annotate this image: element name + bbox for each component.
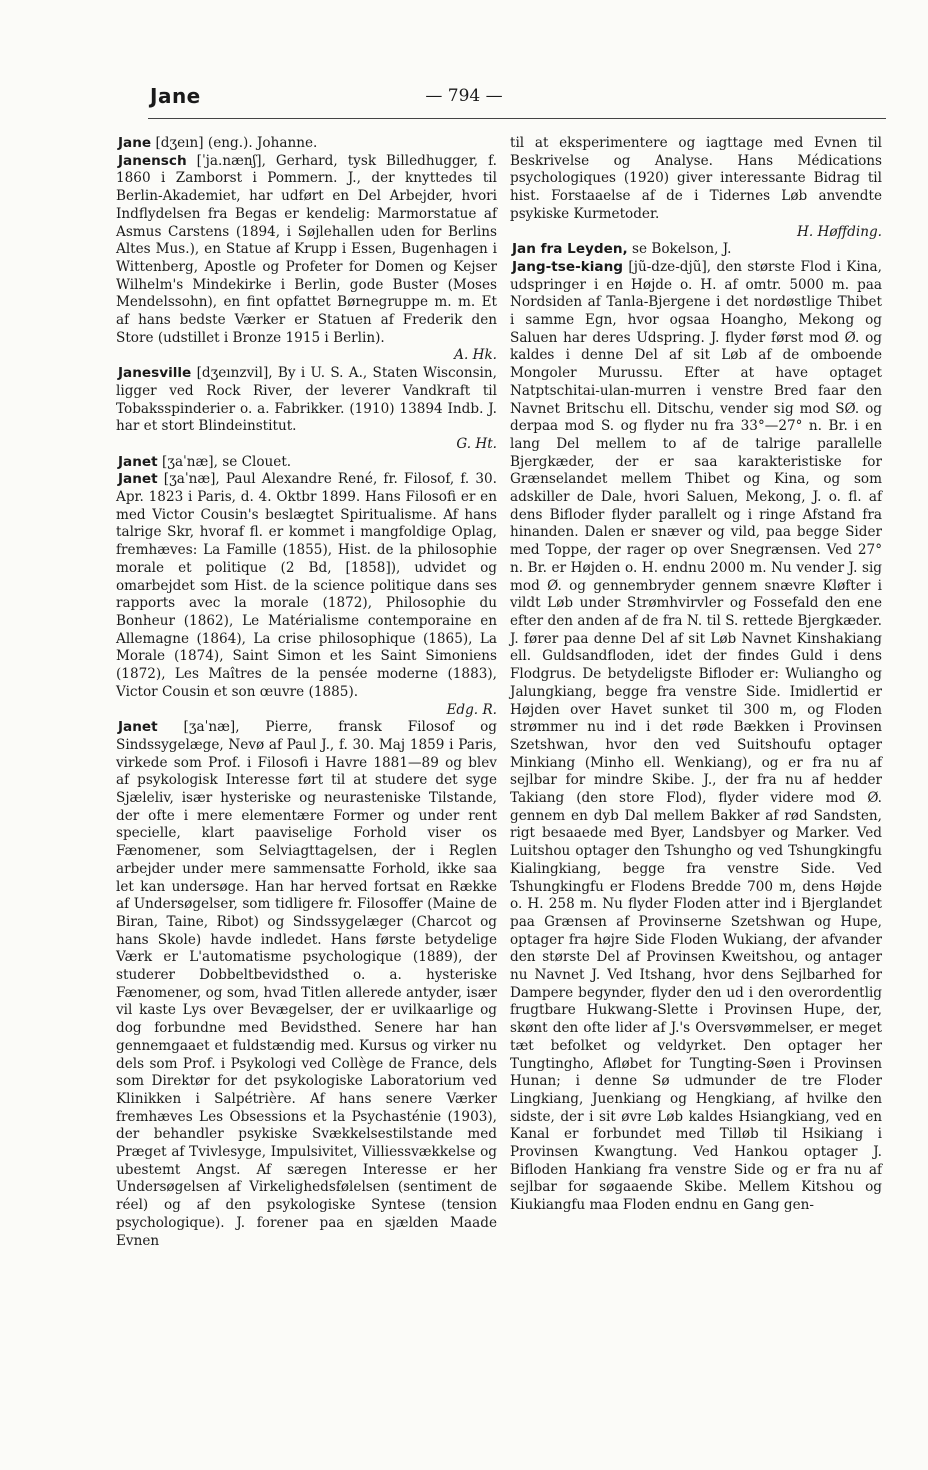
entry-janet-clouet — [116, 454, 497, 472]
entry-janet-pierre-continued — [510, 135, 882, 241]
entry-text: [ʒaˈnæ], Paul Alexandre René, fr. Filosof, f. 30. Apr. 1823 i Paris, d. 4. Oktbr 1899. Hans Filosofi er en med Victor Cousin's beslægtet Spiritualisme. Af hans talrige Skr, hvoraf fl. er kommet i mangfoldige Oplag, fremhæves: La Famille (1855), Hist. de la philosophie morale et politique (2 Bd, [1858]), udvidet og omarbejdet som Hist. de la science politique dans ses rapports avec la morale (1872), Philosophie du Bonheur (1862), Le Matérialisme contemporaine en Allemagne (1864), La crise philosophique (1865), La Morale (1874), Saint Simon et les Saint Simoniens (1872), Les Maîtres de la pensée moderne (1883), Victor Cousin et son œuvre (1885). — [116, 471, 497, 700]
entry-janet-paul — [116, 471, 497, 719]
entry-headword: Janet — [118, 453, 158, 470]
header-rule — [148, 118, 886, 119]
entry-headword: Jan fra Leyden, — [512, 241, 628, 258]
entry-text: [jũ-dze-djũ], den største Flod i Kina, udspringer i en Højde o. H. af omtr. 5000 m. paa Nordsiden af Tanla-Bjergene i det nordøstlige Thibet i samme Egn, hvor ogsaa Hoangho, Mekong og Saluen har deres Udspring. J. flyder først mod Ø. og kaldes i denne Del af sit Løb af de omboende Mongoler Murussu. Efter at have optaget Natptschitai-ulan-murren i venstre Bred faar den Navnet Britschu ell. Ditschu, vender sig mod SØ. og derpaa mod S. og flyder nu fra 33°—27° n. Br. i en lang Del mellem to af de talrige parallelle Bjergkæder, der er saa karakteristiske for Grænselandet mellem Thibet og Kina, og som adskiller de Dale, hvori Saluen, Mekong, J. o. fl. af dens Bifloder flyder parallelt og i ringe Afstand fra hinanden. Dalen er snæver og vild, paa begge Sider med Toppe, der rager op over Snegrænsen. Ved 27° n. Br. er Højden o. H. endnu 2000 m. Nu vender J. sig mod Ø. og gennembryder gennem snævre Kløfter i vildt Løb under Strømhvirvler og Fossefald den ene efter den anden af de fra N. til S. rettede Bjergkæder. J. fører paa denne Del af sit Løb Navnet Kinshakiang ell. Guldsandfloden, idet der findes Guld i dens Flodgrus. De betydeligste Bifloder er: Wuliangho og Jalungkiang, begge fra venstre Side. Imidlertid er Højden over Havet sunket til 300 m, og Floden strømmer nu ind i det røde Bækken i Provinsen Szetshwan, hvor den ved Suitshoufu optager Minkiang (Minho ell. Wenkiang), og er fra nu af sejlbar for mindre Skibe. J., der fra nu af hedder Takiang (den store Flod), flyder videre mod Ø. gennem en dyb Dal mellem Bakker af rød Sandsten, rigt besaaede med Byer, Landsbyer og Marker. Ved Luitshou optager den Tshungho og ved Tshungkingfu Kialingkiang, begge fra venstre Side. Ved Tshungkingfu er Flodens Bredde 700 m, dens Højde o. H. 258 m. Nu flyder Floden atter ind i Bjerglandet paa Grænsen af Provinserne Szetshwan og Hupe, optager fra højre Side Floden Wukiang, der afvander den største Del af Provinsen Kweitshou, og antager nu Navnet J. Ved Itshang, hvor dens Sejlbarhed for Dampere begynder, flyder den ud i den overordentlig frugtbare Hukwang-Slette i Provinsen Hupe, der, skønt den ofte lider af J.'s Oversvømmelser, er meget tæt befolket og veldyrket. Den optager her Tungtingho, Afløbet for Tungting-Søen i Provinsen Hunan; i denne Sø udmunder de tre Floder Lingkiang, Juenkiang og Hengkiang, af hvilke den sidste, der i sit øvre Løb kaldes Hsiangkiang, ved en Kanal er forbundet med Tilløb til Hsikiang i Provinsen Kwangtung. Ved Hankou optager J. Bifloden Hankiang fra venstre Side og er fra nu af sejlbar for søgaaende Skibe. Mellem Kitshou og Kiukiangfu maa Floden endnu en Gang gen- — [510, 258, 882, 1214]
entry-headword: Janet — [118, 471, 158, 488]
entry-signature: Edg. R. — [446, 701, 497, 718]
entry-text: [ʒaˈnæ], Pierre, fransk Filosof og Sindssygelæge, Nevø af Paul J., f. 30. Maj 1859 i Paris, virkede som Prof. i Filosofi i Havre 1881—89 og blev af psykologisk Interesse ført til at studere det syge Sjæleliv, især hysteriske og neurasteniske Tilstande, der ofte i mere elementære Former og under rent specielle, klart paaviselige Forhold viser os Fænomener, som Selviagttagelsen, der i Reglen arbejder under mere sammensatte Forhold, ikke saa let kan undersøge. Han har herved fortsat en Række af Undersøgelser, som tidligere fr. Filosoffer (Maine de Biran, Taine, Ribot) og Sindssygelæger (Charcot og hans Skole) havde indledet. Hans første betydelige Værk er L'automatisme psychologique (1889), der studerer Dobbeltbevidsthed o. a. hysteriske Fænomener, og som, hvad Titlen allerede antyder, især vil kaste Lys over Bevægelser, der er uvilkaarlige og dog forbundne med Bevidsthed. Senere har han gennemgaaet et fuldstændig med. Kursus og virker nu dels som Prof. i Psykologi ved Collège de France, dels som Direktør for det psykologiske Laboratorium ved Klinikken i Salpétrière. Af hans senere Værker fremhæves Les Obsessions et la Psychasténie (1903), der behandler psykiske Svækkelsestilstande med Præget af Tvivlesyge, Impulsivitet, Villiessvækkelse og ubestemt Angst. Af særegen Interesse er her Undersøgelsen af Virkelighedsfølelsen (sentiment de réel) og af den psykologiske Syntese (tension psychologique). J. forener paa en sjælden Maade Evnen — [116, 719, 497, 1249]
entry-janesville — [116, 365, 497, 454]
entry-headword: Jang-tse-kiang — [512, 258, 624, 275]
entry-janet-pierre — [116, 719, 497, 1250]
entry-text: [dʒeınzvil], By i U. S. A., Staten Wisconsin, ligger ved Rock River, der leverer Vandkraft til Tobaksspinderier o. a. Fabrikker. (1910) 13894 Indb. J. har et stort Blindeinstitut. — [116, 365, 497, 435]
running-head-word: Jane — [150, 84, 201, 108]
entry-jang-tse-kiang — [510, 259, 882, 1215]
left-column — [116, 135, 497, 1250]
entry-jane — [116, 135, 497, 153]
entry-text: til at eksperimentere og iagttage med Evnen til Beskrivelse og Analyse. Hans Médications psychologiques (1920) giver interessante Bidrag til hist. Forstaaelse af de i Tidernes Løb anvendte psykiske Kurmetoder. — [510, 135, 882, 222]
entry-signature: G. Ht. — [456, 435, 497, 452]
entry-headword: Janet — [118, 719, 158, 736]
entry-text: [ˈja.nænʃ], Gerhard, tysk Billedhugger, f. 1860 i Zamborst i Pommern. J., der knyttedes til Berlin-Akademiet, har udført en Del Arbejder, hvori Indflydelsen fra Begas er kendelig: Marmorstatue af Asmus Carstens (1894, i Søjlehallen uden for Berlins Altes Mus.), en Statue af Krupp i Essen, Bugenhagen i Wittenberg, Apostle og Profeter for Domen og Kejser Wilhelm's Mindekirke i Berlin, gode Buster (Moses Mendelssohn), en fint opfattet Børnegruppe m. m. Et af hans bedste Værker er Statuen af Frederik den Store (udstillet i Bronze 1915 i Berlin). — [116, 152, 497, 346]
entry-janensch — [116, 153, 497, 365]
entry-text: [dʒeın] (eng.). Johanne. — [151, 135, 318, 151]
page-number: — 794 — — [425, 86, 503, 106]
entry-text: [ʒaˈnæ], se Clouet. — [157, 453, 292, 470]
right-column — [510, 135, 882, 1215]
entry-headword: Janensch — [118, 152, 187, 169]
entry-text: se Bokelson, J. — [627, 241, 732, 258]
entry-headword: Janesville — [118, 365, 192, 382]
entry-headword: Jane — [118, 135, 152, 151]
entry-jan-fra-leyden — [510, 241, 882, 259]
entry-signature: H. Høffding. — [797, 223, 882, 240]
entry-signature: A. Hk. — [454, 347, 497, 364]
